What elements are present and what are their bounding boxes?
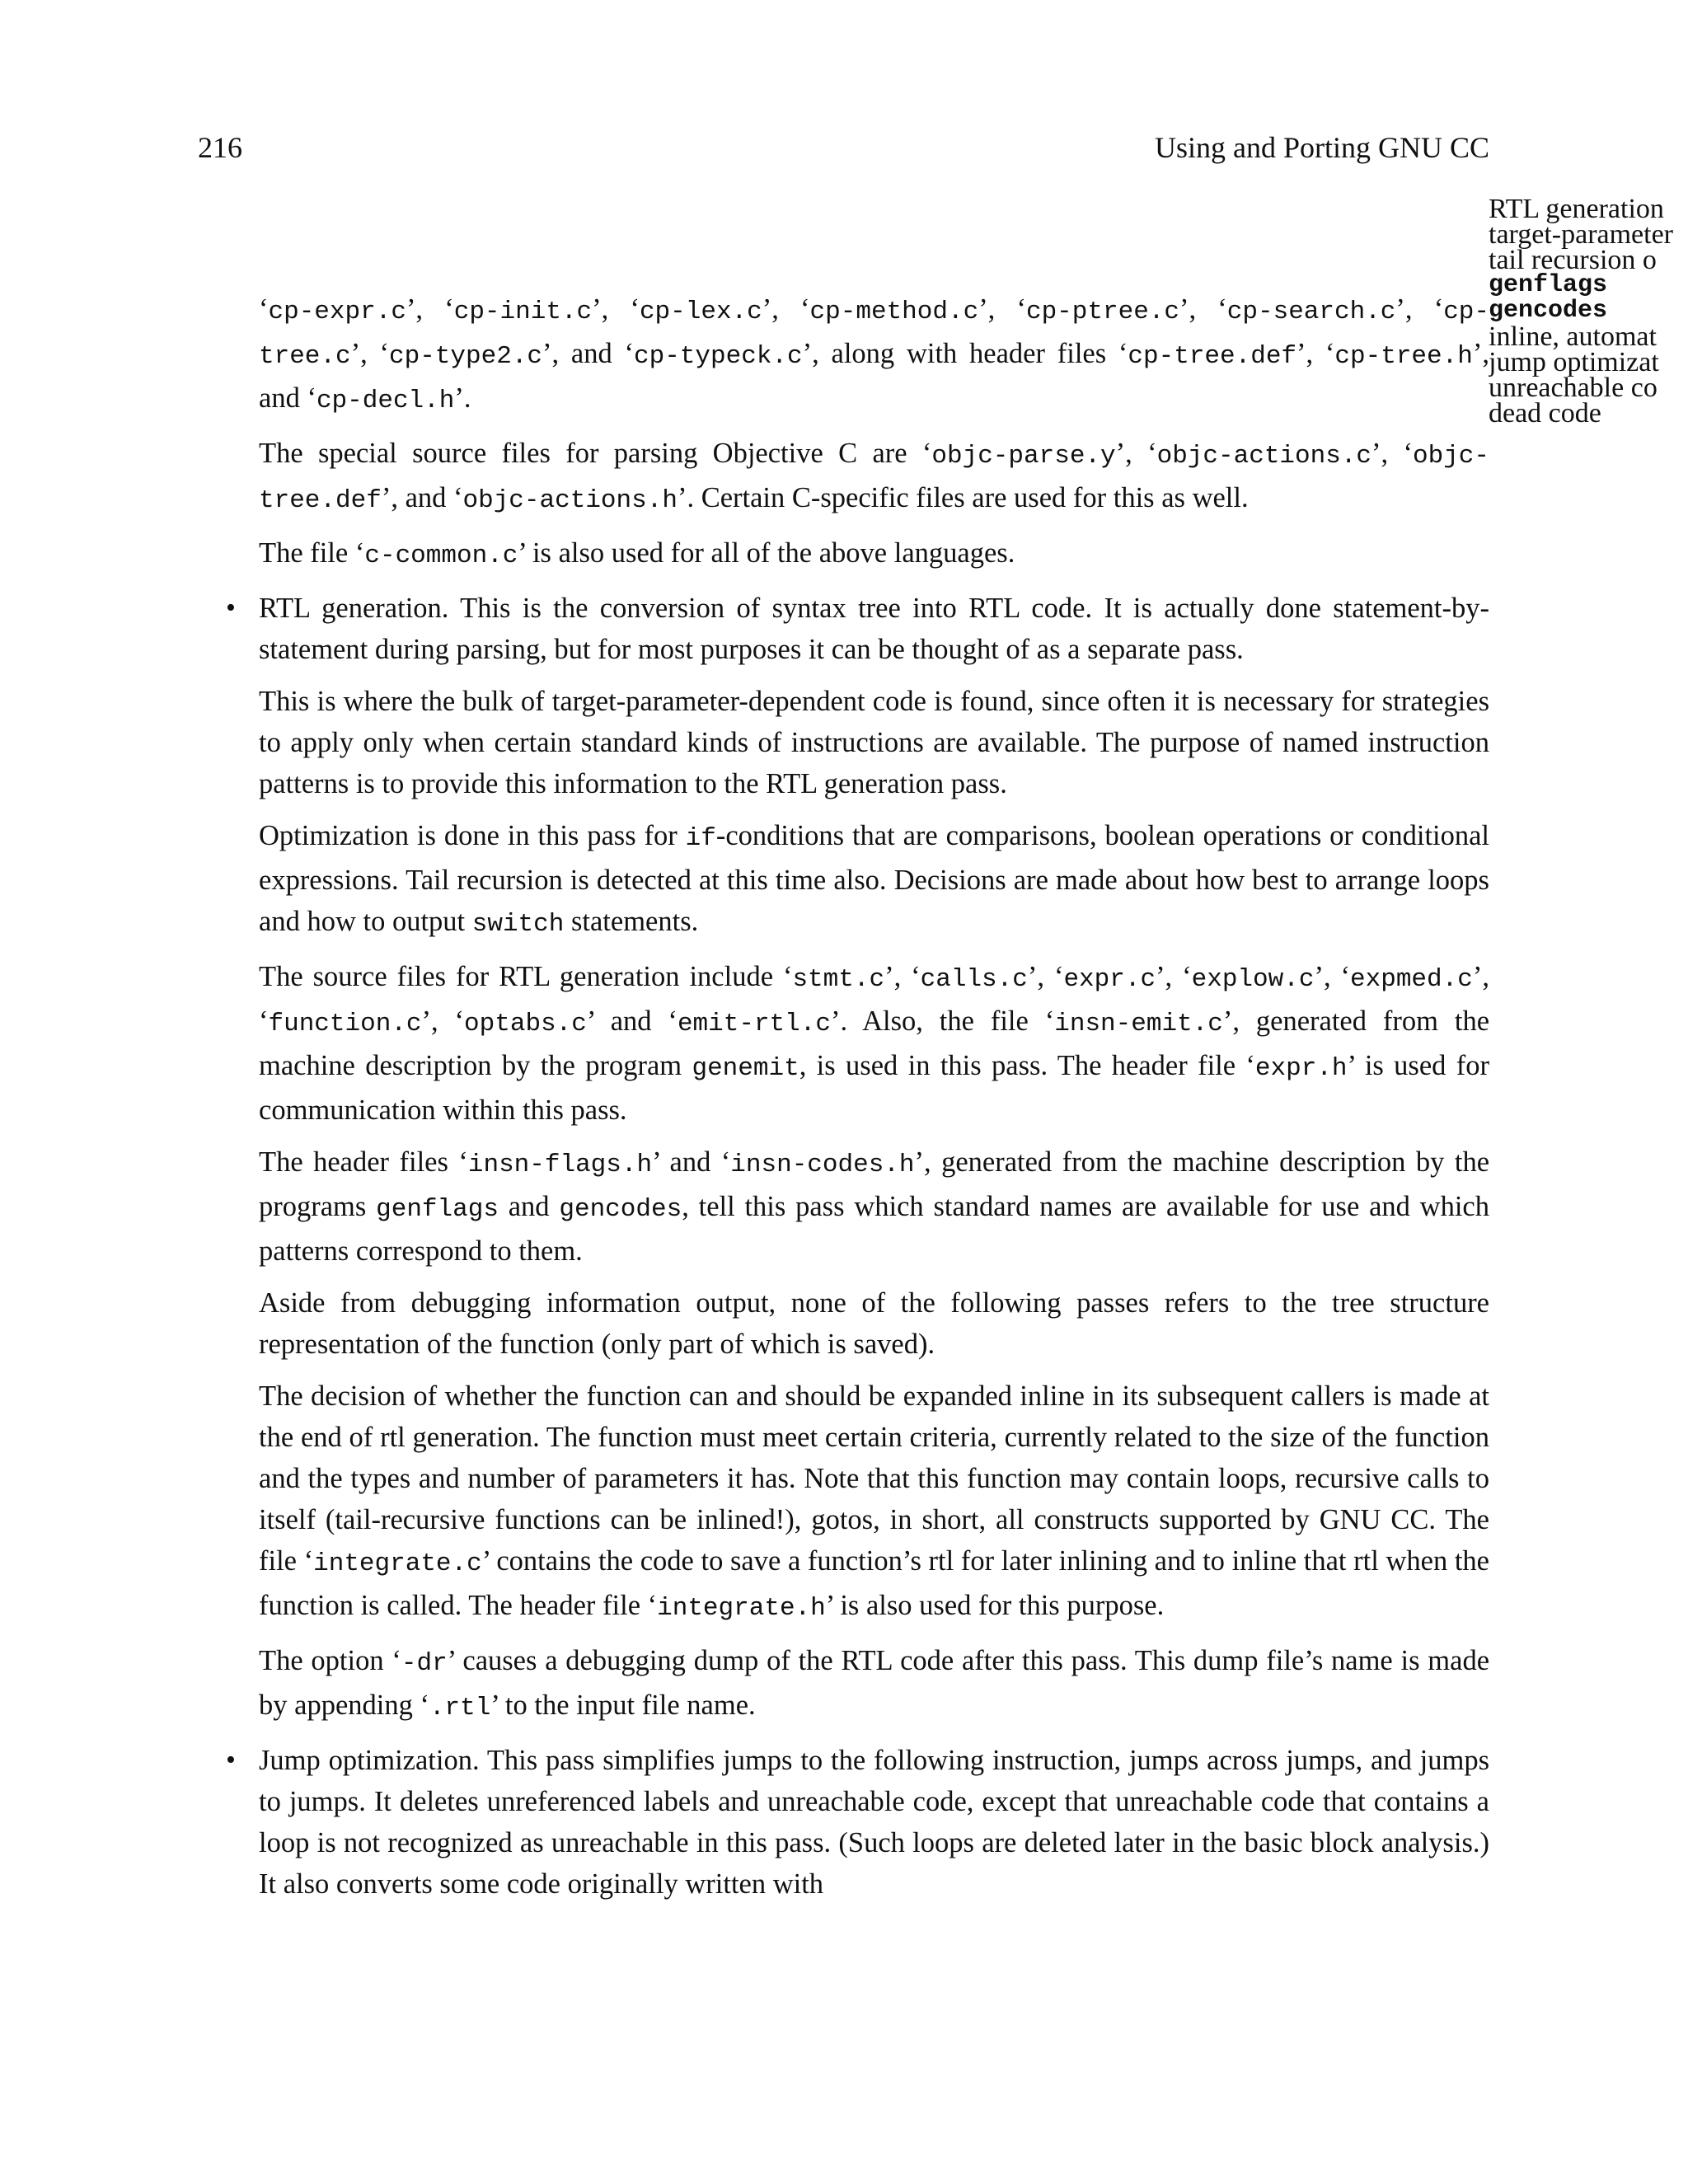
bullet-item bbox=[226, 1740, 1489, 1905]
text-span: ’ is used for communication within this pass. bbox=[259, 1050, 1490, 1126]
text-span: ’, and ‘ bbox=[542, 338, 634, 369]
text-span: ’, ‘ bbox=[421, 1005, 465, 1037]
text-span: ’, ‘ bbox=[1115, 438, 1157, 469]
text-span: ’. bbox=[454, 382, 471, 414]
text-span: ’, along with header files ‘ bbox=[802, 338, 1128, 369]
text-span: RTL generation. This is the conversion of syntax tree into RTL code. It is actually done statement-by-statement during parsing, but for most purposes it can be thought of as a separate pass. bbox=[259, 593, 1489, 665]
code-span: stmt.c bbox=[792, 965, 885, 994]
text-span: The file ‘ bbox=[259, 537, 365, 569]
text-span: ’, ‘ bbox=[1372, 438, 1413, 469]
text-span: , is used in this pass. The header file ‘ bbox=[799, 1050, 1255, 1081]
page-header bbox=[198, 130, 1489, 171]
text-span: ’, ‘ bbox=[1296, 338, 1335, 369]
margin-index-entry: unreachable co bbox=[1489, 373, 1658, 403]
code-span: objc-actions.c bbox=[1156, 442, 1372, 471]
text-span: ’, ‘ bbox=[1314, 961, 1351, 992]
text-span: ’ is also used for all of the above languages. bbox=[518, 537, 1015, 569]
code-span: c-common.c bbox=[364, 541, 518, 570]
code-span: insn-codes.h bbox=[730, 1151, 915, 1179]
paragraph bbox=[259, 433, 1489, 522]
margin-index-entry: RTL generation bbox=[1489, 196, 1664, 224]
text-span: The header files ‘ bbox=[259, 1146, 468, 1178]
code-span: cp-decl.h bbox=[316, 387, 455, 415]
margin-index-entry: inline, automat bbox=[1489, 321, 1657, 352]
code-span: cp-method.c bbox=[809, 298, 979, 326]
text-span: statements. bbox=[564, 906, 699, 937]
paragraph bbox=[259, 1141, 1489, 1272]
paragraph bbox=[259, 956, 1489, 1131]
text-span: Jump optimization. This pass simplifies jumps to the following instruction, jumps across jumps, and jumps to jumps. It deletes unreferenced labels and unreachable code, except that unreachable code that contains a loop is not recognized as unreachable in this pass. (Such loops are deleted later in the basic block analysis.) It also converts some code originally written with bbox=[259, 1745, 1489, 1900]
code-span: cp-tree.c bbox=[259, 298, 1490, 371]
code-span: integrate.c bbox=[313, 1549, 482, 1578]
page-number: 216 bbox=[198, 131, 242, 164]
code-span: objc-actions.h bbox=[462, 486, 678, 515]
text-span: ’ causes a debugging dump of the RTL code after this pass. This dump file’s name is made by appending ‘ bbox=[259, 1645, 1490, 1721]
code-span: expr.c bbox=[1063, 965, 1156, 994]
margin-index-entry: gencodes bbox=[1489, 297, 1608, 325]
code-span: genemit bbox=[692, 1054, 799, 1083]
code-span: insn-flags.h bbox=[467, 1151, 653, 1179]
code-span: explow.c bbox=[1191, 965, 1315, 994]
paragraph bbox=[259, 681, 1489, 804]
text-span: The source files for RTL generation include ‘ bbox=[259, 961, 793, 992]
text-span: , tell this pass which standard names are available for use and which patterns correspond to them. bbox=[259, 1191, 1489, 1267]
text-span: ’ and ‘ bbox=[652, 1146, 731, 1178]
running-title: Using and Porting GNU CC bbox=[1154, 131, 1489, 164]
code-span: genflags bbox=[376, 1195, 499, 1224]
code-span: cp-typeck.c bbox=[634, 342, 803, 371]
text-span: ’ is also used for this purpose. bbox=[825, 1590, 1165, 1621]
text-span: ’, ‘ bbox=[406, 293, 454, 325]
code-span: calls.c bbox=[920, 965, 1028, 994]
code-span: cp-tree.h bbox=[1334, 342, 1473, 371]
code-span: gencodes bbox=[559, 1195, 682, 1224]
text-span: The decision of whether the function can and should be expanded inline in its subsequent callers is made at the end of rtl generation. The function must meet certain criteria, currently related to the size of the function and the types and number of parameters it has. Note that this function may contain loops, recursive calls to itself (tail-recursive functions can be inlined!), gotos, in short, all constructs supported by GNU CC. The file ‘ bbox=[259, 1380, 1489, 1577]
text-span: The option ‘ bbox=[259, 1645, 401, 1676]
text-span: ’, ‘ bbox=[350, 338, 389, 369]
text-span: ’, ‘ bbox=[762, 293, 810, 325]
paragraph bbox=[259, 288, 1489, 422]
bullet-icon: • bbox=[226, 593, 236, 623]
text-span: ’, ‘ bbox=[1395, 293, 1444, 325]
code-span: objc-tree.def bbox=[259, 442, 1490, 515]
text-span: ’ contains the code to save a function’s rtl for later inlining and to inline that rtl when the function is called. The header file ‘ bbox=[259, 1545, 1489, 1621]
text-span: ’, ‘ bbox=[592, 293, 640, 325]
text-span: The special source files for parsing Objective C are ‘ bbox=[259, 438, 932, 469]
text-span: ’. Also, the file ‘ bbox=[830, 1005, 1055, 1037]
code-span: objc-parse.y bbox=[931, 442, 1116, 471]
text-span: ’, ‘ bbox=[1027, 961, 1064, 992]
text-span: ’, ‘ bbox=[259, 961, 1489, 1037]
margin-index-entry: dead code bbox=[1489, 398, 1601, 426]
text-span: ’, and ‘ bbox=[381, 482, 463, 513]
text-span: ’, ‘ bbox=[884, 961, 921, 992]
text-span: ’, generated from the machine description by the programs bbox=[259, 1146, 1490, 1222]
code-span: if bbox=[685, 824, 716, 853]
code-span: cp-type2.c bbox=[389, 342, 543, 371]
text-span: ’, ‘ bbox=[978, 293, 1026, 325]
paragraph bbox=[259, 532, 1489, 577]
text-span: This is where the bulk of target-parameter-dependent code is found, since often it is necessary for strategies to apply only when certain standard kinds of instructions are available. The purpose of named instruction patterns is to provide this information to the RTL generation pass. bbox=[259, 686, 1489, 799]
text-span: and bbox=[498, 1191, 560, 1222]
paragraph bbox=[259, 815, 1489, 945]
code-span: emit-rtl.c bbox=[677, 1010, 831, 1038]
margin-index-entry: target-parameter bbox=[1489, 219, 1674, 250]
text-span: ’ and ‘ bbox=[586, 1005, 678, 1037]
bullet-item bbox=[226, 588, 1489, 670]
code-span: integrate.h bbox=[657, 1594, 826, 1623]
paragraph bbox=[259, 1376, 1489, 1629]
code-span: switch bbox=[471, 910, 565, 939]
code-span: .rtl bbox=[429, 1694, 491, 1722]
code-span: cp-search.c bbox=[1226, 298, 1396, 326]
text-span: ‘ bbox=[259, 293, 269, 325]
code-span: insn-emit.c bbox=[1054, 1010, 1223, 1038]
text-span: ’. Certain C-specific files are used for this as well. bbox=[677, 482, 1249, 513]
code-span: cp-lex.c bbox=[639, 298, 762, 326]
text-span: ’, and ‘ bbox=[259, 338, 1489, 414]
margin-index-entry: jump optimizat bbox=[1489, 347, 1659, 377]
text-span: -conditions that are comparisons, boolean operations or conditional expressions. Tail recursion is detected at this time also. Decisions are made about how best to arrange loops and how to output bbox=[259, 820, 1490, 937]
code-span: expr.h bbox=[1254, 1054, 1348, 1083]
bullet-icon: • bbox=[226, 1745, 236, 1775]
code-span: cp-tree.def bbox=[1128, 342, 1297, 371]
body-text bbox=[226, 288, 1490, 1915]
text-span: Aside from debugging information output, none of the following passes refers to the tree structure representation of the function (only part of which is saved). bbox=[259, 1287, 1489, 1360]
text-span: ’, generated from the machine description by the program bbox=[259, 1005, 1490, 1081]
text-span: ’, ‘ bbox=[1156, 961, 1192, 992]
margin-index bbox=[1489, 196, 1688, 426]
code-span: cp-init.c bbox=[453, 298, 593, 326]
code-span: -dr bbox=[401, 1649, 448, 1678]
code-span: cp-expr.c bbox=[268, 298, 406, 326]
code-span: function.c bbox=[268, 1010, 422, 1038]
code-span: cp-ptree.c bbox=[1025, 298, 1179, 326]
paragraph bbox=[259, 1282, 1489, 1365]
text-span: ’, ‘ bbox=[1179, 293, 1227, 325]
code-span: optabs.c bbox=[464, 1010, 587, 1038]
margin-index-entry: tail recursion o bbox=[1489, 245, 1657, 275]
margin-index-entry: genflags bbox=[1489, 271, 1608, 299]
code-span: expmed.c bbox=[1350, 965, 1473, 994]
text-span: Optimization is done in this pass for bbox=[259, 820, 686, 851]
paragraph bbox=[259, 1640, 1489, 1729]
text-span: ’ to the input file name. bbox=[490, 1690, 756, 1721]
